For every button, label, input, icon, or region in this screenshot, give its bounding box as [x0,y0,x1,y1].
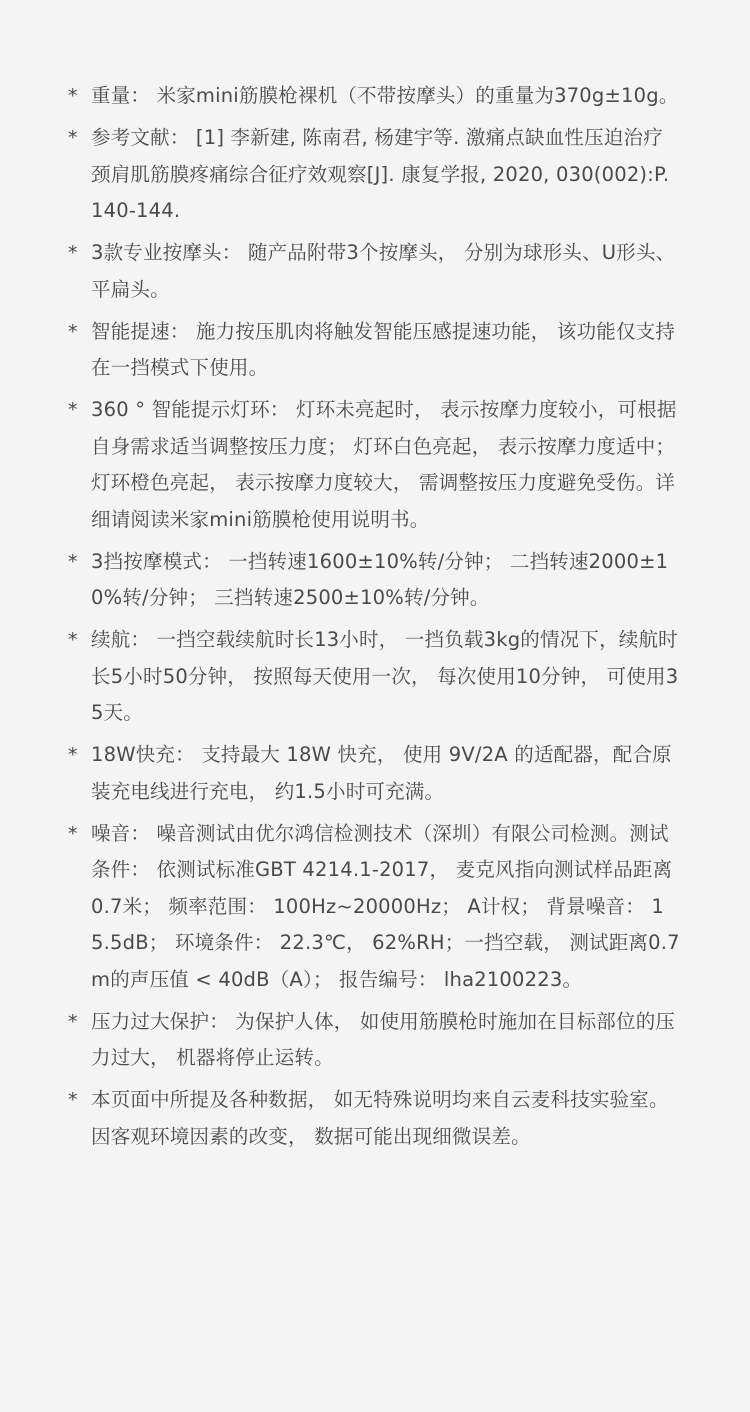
note-text: 压力过大保护： 为保护人体， 如使用筋膜枪时施加在目标部位的压力过大， 机器将停止运转。 [91,1009,676,1069]
note-text: 噪音： 噪音测试由优尔鸿信检测技术（深圳）有限公司检测。测试条件： 依测试标准GBT 4214.1-2017， 麦克风指向测试样品距离0.7米； 频率范围： 100Hz~20000Hz； A计权； 背景噪音： 15.5dB； 环境条件： 22.3℃， 62%RH；一挡空载， 测试距离0.7m的声压值 < 40dB（A）； 报告编号： lha2100223。 [91,821,680,991]
asterisk-marker: * [68,1010,78,1033]
note-text: 本页面中所提及各种数据， 如无特殊说明均来自云麦科技实验室。因客观环境因素的改变， 数据可能出现细微误差。 [91,1088,669,1148]
note-smart-speed [68,314,680,387]
note-text: 18W快充： 支持最大 18W 快充， 使用 9V/2A 的适配器，配合原装充电线进行充电， 约1.5小时可充满。 [91,743,672,803]
note-data-source [68,1082,680,1155]
note-text: 续航： 一挡空载续航时长13小时， 一挡负载3kg的情况下，续航时长5小时50分钟， 按照每天使用一次， 每次使用10分钟， 可使用35天。 [91,628,679,724]
note-references [68,120,680,230]
note-text: 360 ° 智能提示灯环： 灯环未亮起时， 表示按摩力度较小，可根据自身需求适当调整按压力度； 灯环白色亮起， 表示按摩力度适中； 灯环橙色亮起， 表示按摩力度较大， 需调整按压力度避免受伤。详细请阅读米家mini筋膜枪使用说明书。 [91,398,677,531]
note-text: 参考文献： [1] 李新建, 陈南君, 杨建宇等. 激痛点缺血性压迫治疗颈肩肌筋膜疼痛综合征疗效观察[J]. 康复学报, 2020, 030(002):P.140-144. [91,126,670,222]
note-text: 3款专业按摩头： 随产品附带3个按摩头， 分别为球形头、U形头、平扁头。 [91,241,676,301]
asterisk-marker: * [68,85,78,107]
asterisk-marker: * [68,744,78,766]
asterisk-marker: * [68,320,78,343]
note-text: 智能提速： 施力按压肌肉将触发智能压感提速功能， 该功能仅支持在一挡模式下使用。 [91,319,676,379]
note-pressure-protection [68,1004,680,1077]
asterisk-marker: * [68,822,78,845]
asterisk-marker: * [68,629,78,651]
asterisk-marker: * [68,550,78,573]
note-noise [68,816,680,999]
note-light-ring [68,392,680,538]
note-speed-modes [68,544,680,617]
note-text: 3挡按摩模式： 一挡转速1600±10%转/分钟； 二挡转速2000±10%转/分钟； 三挡转速2500±10%转/分钟。 [91,549,669,609]
note-battery-life [68,622,680,732]
asterisk-marker: * [68,127,78,149]
note-text: 重量： 米家mini筋膜枪裸机（不带按摩头）的重量为370g±10g。 [91,84,679,107]
note-massage-heads [68,235,680,308]
note-fast-charge [68,737,680,810]
note-weight [68,78,680,115]
asterisk-marker: * [68,399,78,421]
asterisk-marker: * [68,242,78,264]
asterisk-marker: * [68,1089,78,1111]
